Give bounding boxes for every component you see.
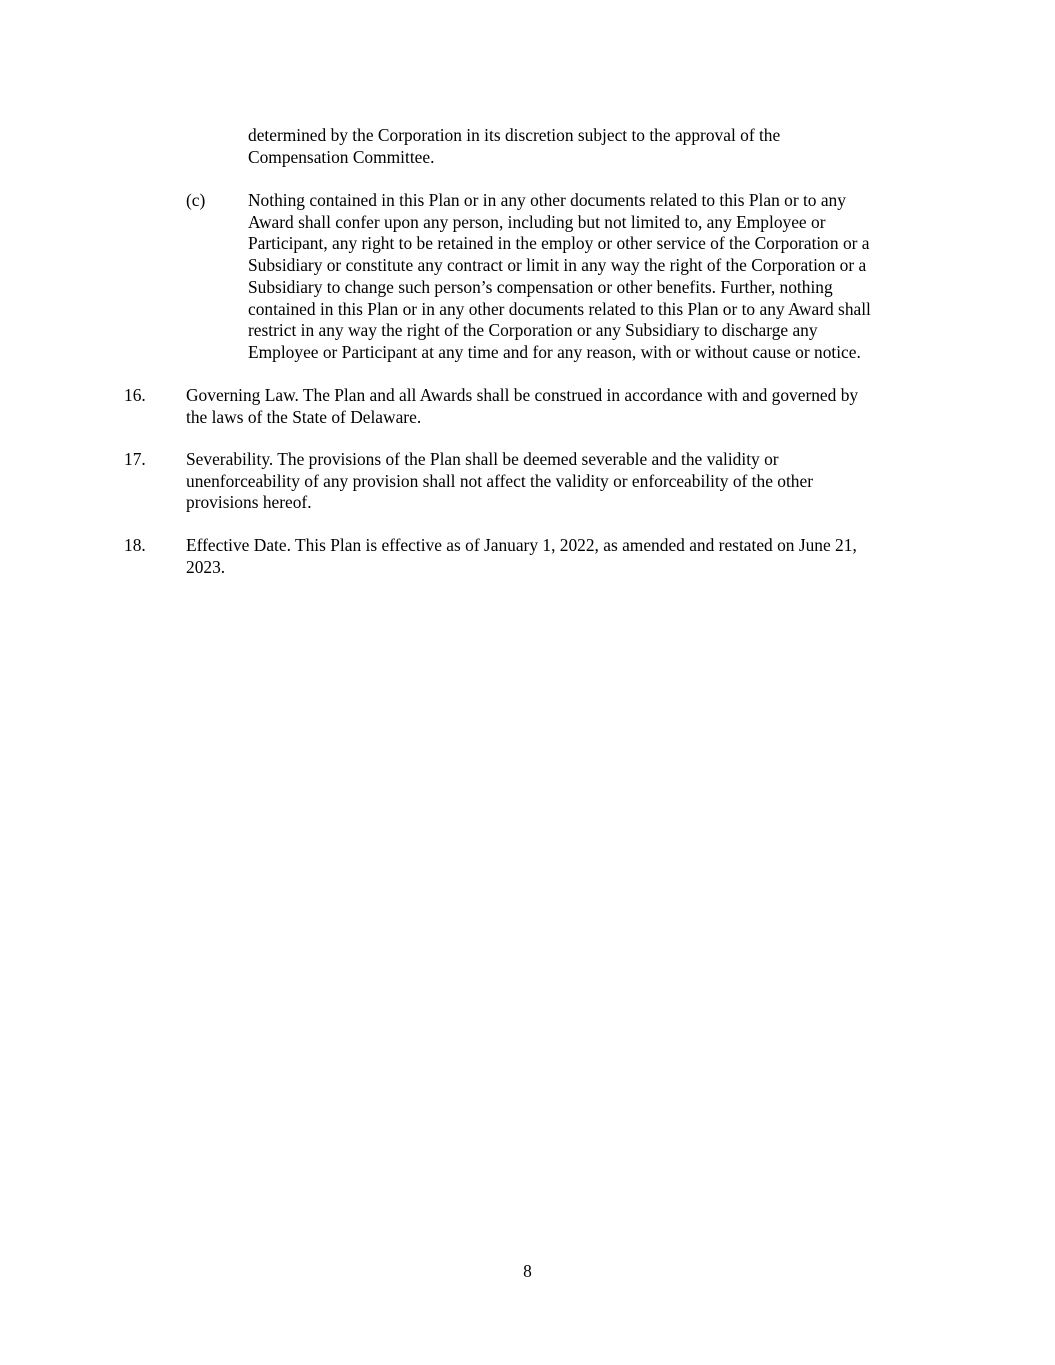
section-number: 16. [124, 385, 146, 405]
paragraph-line: determined by the Corporation in its discretion subject to the approval of the [248, 125, 781, 145]
paragraph-line: Subsidiary or constitute any contract or limit in any way the right of the Corporation or a [248, 255, 867, 276]
paragraph-line: the laws of the State of Delaware. [186, 406, 422, 427]
section-17-paragraph [186, 449, 813, 514]
paragraph-line: 2023. [186, 556, 226, 577]
paragraph-line: contained in this Plan or in any other documents related to this Plan or to any Award shall [248, 298, 871, 319]
paragraph-line: unenforceability of any provision shall not affect the validity or enforceability of the other [186, 470, 813, 491]
paragraph-line: Nothing contained in this Plan or in any other documents related to this Plan or to any [248, 190, 846, 210]
item-c-paragraph [248, 190, 871, 364]
paragraph-line: Governing Law. The Plan and all Awards shall be construed in accordance with and governed by [186, 385, 859, 405]
continuation-paragraph [248, 125, 780, 168]
paragraph-line: restrict in any way the right of the Corporation or any Subsidiary to discharge any [248, 320, 818, 341]
section-number: 17. [124, 449, 146, 469]
section-number: 18. [124, 535, 146, 555]
paragraph-line: Severability. The provisions of the Plan shall be deemed severable and the validity or [186, 449, 779, 469]
paragraph-line: Award shall confer upon any person, including but not limited to, any Employee or [248, 211, 826, 232]
paragraph-line: Compensation Committee. [248, 146, 435, 167]
paragraph-line: provisions hereof. [186, 492, 312, 513]
paragraph-line: Participant, any right to be retained in the employ or other service of the Corporation or a [248, 233, 870, 254]
paragraph-line: Subsidiary to change such person’s compensation or other benefits. Further, nothing [248, 276, 833, 297]
page-number: 8 [523, 1261, 532, 1281]
section-18-paragraph [186, 535, 857, 578]
paragraph-line: Employee or Participant at any time and for any reason, with or without cause or notice. [248, 341, 861, 362]
paragraph-line: Effective Date. This Plan is effective as of January 1, 2022, as amended and restated on June 21, [186, 535, 857, 555]
section-16-paragraph [186, 385, 858, 428]
item-label: (c) [186, 190, 206, 210]
